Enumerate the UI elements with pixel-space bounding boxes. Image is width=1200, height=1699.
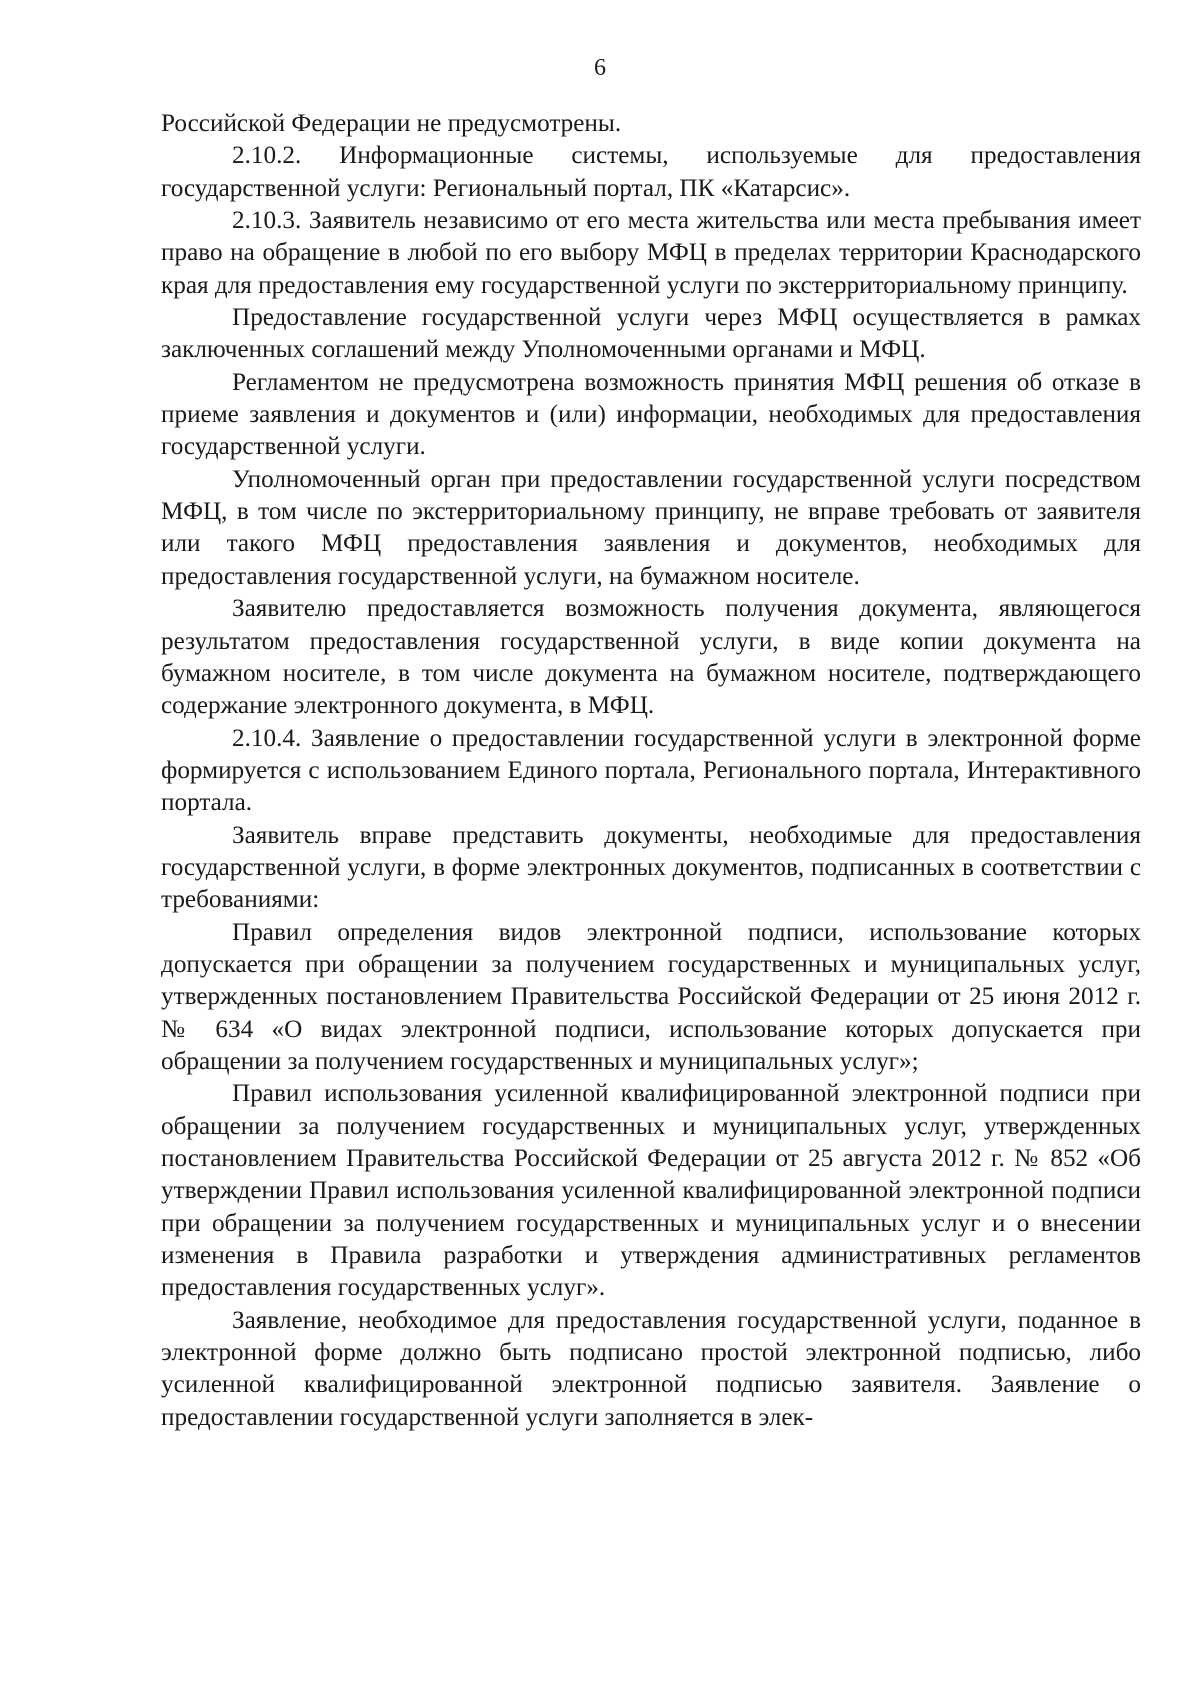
paragraph: 2.10.4. Заявление о предоставлении государственной услуги в электронной форме формируется с использованием Единого портала, Регионального портала, Интерактивного портала. bbox=[161, 724, 1141, 817]
paragraph: Заявителю предоставляется возможность получения документа, являющегося результатом предоставления государственной услуги, в виде копии документа на бумажном носителе, в том числе документа на бумажном носителе, подтверждающего содержание электронного документа, в МФЦ. bbox=[161, 595, 1141, 720]
paragraph: Регламентом не предусмотрена возможность принятия МФЦ решения об отказе в приеме заявления и документов и (или) информации, необходимых для предоставления государственной услуги. bbox=[161, 368, 1141, 461]
page-number: 6 bbox=[594, 55, 606, 81]
paragraph: Предоставление государственной услуги через МФЦ осуществляется в рамках заключенных соглашений между Уполномоченными органами и МФЦ. bbox=[161, 304, 1141, 364]
paragraph: Правил определения видов электронной подписи, использование которых допускается при обращении за получением государственных и муниципальных услуг, утвержденных постановлением Правительства Российской Федерации от 25 июня 2012 г. № 634 «О видах электронной подписи, использование которых допускается при обращении за получением государственных и муниципальных услуг»; bbox=[161, 918, 1141, 1075]
paragraph: Уполномоченный орган при предоставлении государственной услуги посредством МФЦ, в том числе по экстерриториальному принципу, не вправе требовать от заявителя или такого МФЦ предоставления заявления и документов, необходимых для предоставления государственной услуги, на бумажном носителе. bbox=[161, 465, 1141, 590]
paragraph: Заявитель вправе представить документы, необходимые для предоставления государственной услуги, в форме электронных документов, подписанных в соответствии с требованиями: bbox=[161, 821, 1141, 914]
paragraph: Российской Федерации не предусмотрены. bbox=[161, 110, 622, 137]
paragraph: Заявление, необходимое для предоставления государственной услуги, поданное в электронной форме должно быть подписано простой электронной подписью, либо усиленной квалифицированной электронной подписью заявителя. Заявление о предоставлении государственной услуги заполняется в элек- bbox=[161, 1306, 1141, 1431]
paragraph: 2.10.3. Заявитель независимо от его места жительства или места пребывания имеет право на обращение в любой по его выбору МФЦ в пределах территории Краснодарского края для предоставления ему государственной услуги по экстерриториальному принципу. bbox=[161, 207, 1141, 299]
document-body bbox=[161, 108, 1141, 1434]
paragraph: 2.10.2. Информационные системы, используемые для предоставления государственной услуги: Региональный портал, ПК «Катарсис». bbox=[161, 142, 1141, 202]
paragraph: Правил использования усиленной квалифицированной электронной подписи при обращении за получением государственных и муниципальных услуг, утвержденных постановлением Правительства Российской Федерации от 25 августа 2012 г. № 852 «Об утверждении Правил использования усиленной квалифицированной электронной подписи при обращении за получением государственных и муниципальных услуг и о внесении изменения в Правила разработки и утверждения административных регламентов предоставления государственных услуг». bbox=[161, 1080, 1141, 1302]
